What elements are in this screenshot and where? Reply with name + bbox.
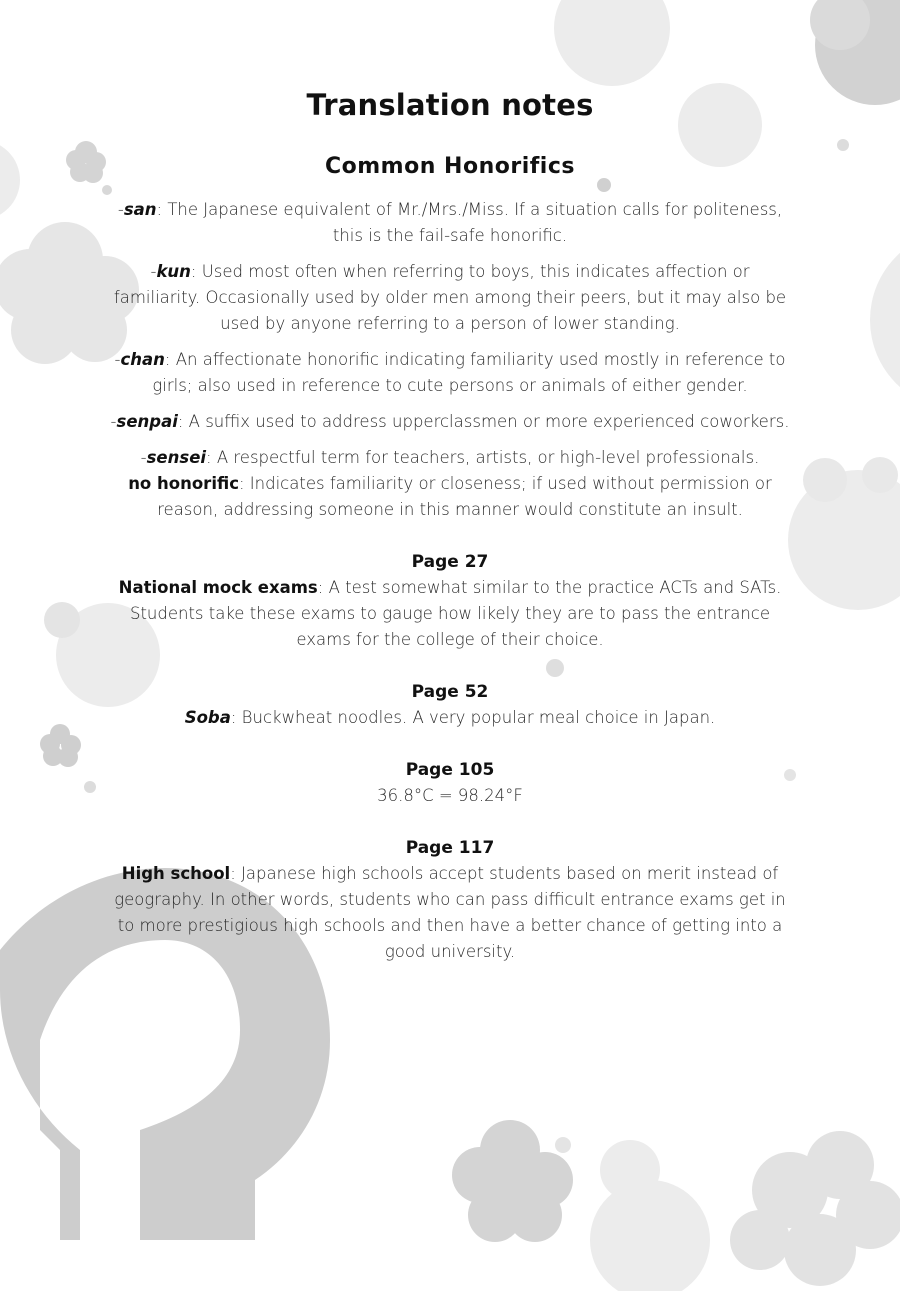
definition: : A respectful term for teachers, artists, or high-level professionals.	[206, 448, 760, 467]
definition: : A suffix used to address upperclassmen or more experienced coworkers.	[177, 412, 790, 431]
honorific-entry-kun	[105, 259, 795, 337]
decorative-circle	[837, 139, 849, 151]
decorative-circle	[590, 1180, 710, 1291]
page-reference: Page 117	[405, 838, 495, 858]
term-prefix: -	[140, 448, 147, 467]
decorative-flower	[730, 1131, 900, 1286]
decorative-flower	[40, 724, 81, 767]
decorative-circle	[0, 140, 20, 220]
term: senpai	[116, 412, 178, 431]
note-entry	[105, 861, 795, 965]
note-entry	[105, 705, 795, 731]
term: sensei	[146, 448, 207, 467]
decorative-circle	[555, 1137, 571, 1153]
term: High school	[121, 864, 231, 883]
translation-notes-content	[90, 88, 810, 975]
page-reference: Page 27	[411, 552, 489, 572]
note-section	[90, 679, 810, 731]
definition: : A test somewhat similar to the practice ACTs and SATs. Students take these exams to gauge how likely they are to pass the entrance exams for the college of their choice.	[129, 578, 782, 649]
term: National mock exams	[118, 578, 318, 597]
definition: : Used most often when referring to boys, this indicates affection or familiarity. Occasionally used by older men among their peers, but it may also be used by anyone referring to a person of lower standing.	[113, 262, 787, 333]
term-prefix: -	[150, 262, 157, 281]
page-title: Translation notes	[306, 88, 594, 122]
honorific-entry-san	[105, 197, 795, 249]
definition: : Japanese high schools accept students based on merit instead of geography. In other words, students who can pass difficult entrance exams get in to more prestigious high schools and then have a better chance of getting into a good university.	[114, 864, 786, 961]
definition: : The Japanese equivalent of Mr./Mrs./Miss. If a situation calls for politeness, this is the fail-safe honorific.	[156, 200, 783, 245]
term-prefix: -	[114, 350, 121, 369]
page-reference: Page 105	[405, 760, 495, 780]
decorative-circle	[862, 457, 898, 493]
note-section	[90, 757, 810, 809]
decorative-flower	[452, 1120, 573, 1242]
term: kun	[156, 262, 191, 281]
honorific-entry-sensei	[105, 445, 795, 471]
term: Soba	[184, 708, 231, 727]
definition: : Indicates familiarity or closeness; if used without permission or reason, addressing someone in this manner would constitute an insult.	[157, 474, 772, 519]
term-prefix: -	[117, 200, 124, 219]
decorative-circle	[600, 1140, 660, 1200]
note-section	[90, 549, 810, 653]
page-reference: Page 52	[411, 682, 489, 702]
term: no honorific	[128, 474, 239, 493]
note-entry	[105, 575, 795, 653]
definition: : An affectionate honorific indicating familiarity used mostly in reference to girls; also used in reference to cute persons or animals of either gender.	[152, 350, 786, 395]
term: san	[123, 200, 157, 219]
decorative-circle	[870, 230, 900, 410]
section-title-honorifics: Common Honorifics	[325, 154, 575, 179]
honorific-entry-chan	[105, 347, 795, 399]
term-prefix: -	[110, 412, 117, 431]
honorific-entry-none	[105, 471, 795, 523]
term: chan	[120, 350, 165, 369]
note-section	[90, 835, 810, 965]
definition: 36.8°C = 98.24°F	[377, 786, 523, 805]
definition: : Buckwheat noodles. A very popular meal choice in Japan.	[230, 708, 716, 727]
decorative-circle	[44, 602, 80, 638]
decorative-circle	[554, 0, 670, 86]
note-entry	[105, 783, 795, 809]
honorific-entry-senpai	[105, 409, 795, 435]
